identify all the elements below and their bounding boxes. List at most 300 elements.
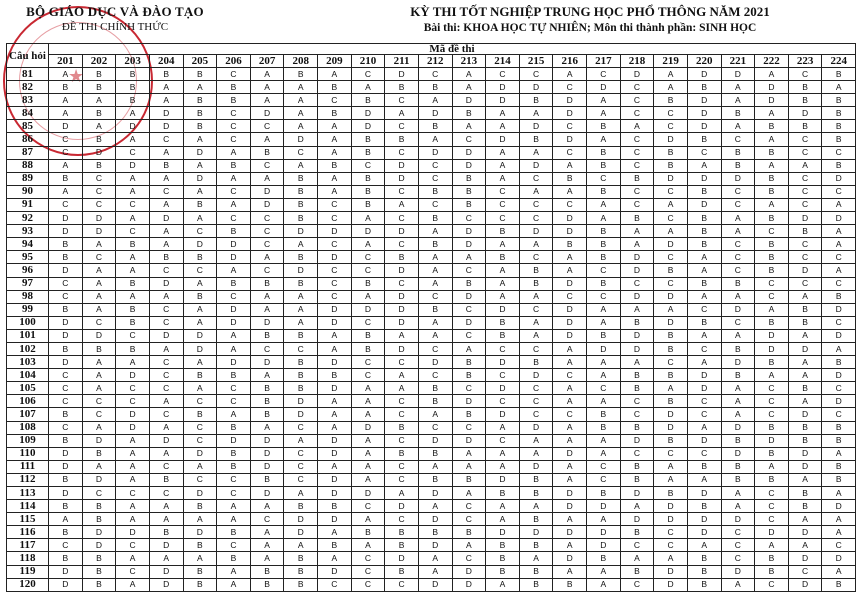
answer-cell: C (788, 185, 822, 198)
answer-cell: A (519, 107, 553, 120)
answer-cell: A (318, 526, 352, 539)
answer-cell: B (788, 81, 822, 94)
answer-cell: D (452, 94, 486, 107)
answer-cell: C (587, 290, 621, 303)
exam-code-header: 203 (116, 55, 150, 68)
answer-cell: B (318, 159, 352, 172)
answer-cell: C (385, 434, 419, 447)
question-number: 100 (7, 316, 49, 329)
answer-cell: D (318, 434, 352, 447)
answer-cell: B (217, 159, 251, 172)
answer-cell: C (519, 382, 553, 395)
answer-cell: A (587, 447, 621, 460)
answer-cell: A (82, 382, 116, 395)
answer-cell: C (654, 526, 688, 539)
answer-cell: C (318, 264, 352, 277)
answer-cell: B (116, 316, 150, 329)
answer-cell: B (822, 107, 856, 120)
answer-cell: C (351, 578, 385, 591)
answer-cell: D (82, 212, 116, 225)
question-number: 113 (7, 487, 49, 500)
answer-cell: D (418, 487, 452, 500)
answer-cell: A (385, 329, 419, 342)
answer-cell: B (687, 578, 721, 591)
answer-cell: A (351, 382, 385, 395)
answer-cell: D (49, 487, 83, 500)
answer-cell: B (82, 81, 116, 94)
answer-cell: C (183, 225, 217, 238)
answer-cell: C (687, 395, 721, 408)
answer-cell: B (49, 81, 83, 94)
answer-cell: B (318, 369, 352, 382)
question-header: Câu hỏi (7, 44, 49, 68)
answer-cell: D (217, 316, 251, 329)
answer-cell: D (553, 94, 587, 107)
answer-cell: C (721, 264, 755, 277)
answer-cell: A (519, 329, 553, 342)
answer-cell: D (486, 133, 520, 146)
answer-cell: C (217, 473, 251, 486)
answer-cell: B (687, 552, 721, 565)
answer-cell: D (183, 447, 217, 460)
answer-cell: A (385, 382, 419, 395)
answer-cell: D (418, 578, 452, 591)
answer-cell: A (284, 290, 318, 303)
answer-cell: D (755, 526, 789, 539)
answer-cell: A (587, 565, 621, 578)
answer-cell: C (755, 290, 789, 303)
answer-cell: A (755, 460, 789, 473)
answer-cell: A (755, 539, 789, 552)
answer-cell: D (418, 107, 452, 120)
answer-cell: A (149, 395, 183, 408)
answer-cell: A (721, 487, 755, 500)
answer-cell: C (587, 460, 621, 473)
table-row (7, 146, 856, 159)
question-number: 87 (7, 146, 49, 159)
answer-cell: C (822, 539, 856, 552)
answer-cell: B (250, 277, 284, 290)
exam-code-header: 215 (519, 55, 553, 68)
answer-cell: A (788, 369, 822, 382)
answer-cell: A (620, 552, 654, 565)
answer-cell: B (553, 238, 587, 251)
answer-cell: A (250, 290, 284, 303)
answer-cell: D (318, 303, 352, 316)
answer-cell: B (687, 225, 721, 238)
answer-cell: D (654, 238, 688, 251)
answer-cell: C (418, 198, 452, 211)
answer-cell: A (149, 94, 183, 107)
answer-cell: B (418, 395, 452, 408)
answer-cell: D (687, 120, 721, 133)
answer-cell: D (486, 303, 520, 316)
answer-cell: A (452, 251, 486, 264)
answer-cell: C (217, 487, 251, 500)
exam-code-header: 208 (284, 55, 318, 68)
answer-cell: D (284, 225, 318, 238)
answer-cell: A (418, 500, 452, 513)
answer-cell: A (82, 356, 116, 369)
answer-cell: A (587, 356, 621, 369)
answer-cell: B (620, 473, 654, 486)
answer-cell: D (721, 447, 755, 460)
table-row (7, 473, 856, 486)
answer-cell: C (721, 238, 755, 251)
answer-cell: C (452, 421, 486, 434)
answer-cell: C (116, 329, 150, 342)
answer-cell: B (788, 500, 822, 513)
answer-cell: A (82, 120, 116, 133)
answer-cell: A (149, 552, 183, 565)
answer-cell: D (788, 408, 822, 421)
answer-cell: D (318, 382, 352, 395)
answer-cell: C (788, 565, 822, 578)
answer-cell: C (553, 290, 587, 303)
answer-cell: A (755, 133, 789, 146)
answer-cell: C (82, 487, 116, 500)
answer-cell: A (587, 303, 621, 316)
answer-cell: D (351, 303, 385, 316)
answer-cell: C (284, 342, 318, 355)
answer-cell: A (183, 277, 217, 290)
table-row (7, 408, 856, 421)
answer-cell: A (553, 356, 587, 369)
answer-cell: C (788, 251, 822, 264)
answer-cell: C (385, 460, 419, 473)
answer-cell: D (620, 329, 654, 342)
question-number: 89 (7, 172, 49, 185)
answer-cell: D (385, 264, 419, 277)
answer-cell: A (116, 251, 150, 264)
answer-cell: D (654, 408, 688, 421)
answer-cell: B (284, 369, 318, 382)
answer-cell: B (318, 107, 352, 120)
answer-cell: D (788, 342, 822, 355)
answer-cell: A (284, 238, 318, 251)
answer-cell: D (116, 421, 150, 434)
question-number: 92 (7, 212, 49, 225)
answer-cell: B (49, 526, 83, 539)
answer-cell: C (149, 369, 183, 382)
answer-cell: B (116, 277, 150, 290)
answer-cell: D (250, 487, 284, 500)
answer-cell: B (82, 159, 116, 172)
answer-cell: A (620, 356, 654, 369)
answer-cell: A (149, 172, 183, 185)
answer-cell: C (82, 172, 116, 185)
answer-cell: C (351, 552, 385, 565)
answer-cell: C (452, 264, 486, 277)
answer-cell: D (553, 212, 587, 225)
answer-cell: C (822, 146, 856, 159)
answer-cell: A (149, 146, 183, 159)
answer-cell: C (587, 382, 621, 395)
answer-cell: D (250, 185, 284, 198)
answer-cell: D (788, 578, 822, 591)
answer-cell: D (351, 421, 385, 434)
question-number: 104 (7, 369, 49, 382)
answer-cell: B (385, 447, 419, 460)
answer-cell: B (284, 329, 318, 342)
answer-cell: B (385, 133, 419, 146)
exam-code-header: 220 (687, 55, 721, 68)
answer-cell: C (452, 329, 486, 342)
answer-cell: B (82, 133, 116, 146)
answer-cell: B (250, 473, 284, 486)
question-number: 93 (7, 225, 49, 238)
answer-cell: A (788, 513, 822, 526)
answer-cell: B (755, 238, 789, 251)
answer-cell: B (351, 172, 385, 185)
answer-cell: B (82, 565, 116, 578)
table-row (7, 225, 856, 238)
exam-code-header: 209 (318, 55, 352, 68)
ministry-name: BỘ GIÁO DỤC VÀ ĐÀO TẠO (26, 4, 204, 19)
answer-cell: B (486, 539, 520, 552)
answer-cell: B (49, 434, 83, 447)
answer-cell: B (822, 159, 856, 172)
answer-cell: B (452, 356, 486, 369)
answer-cell: D (418, 513, 452, 526)
question-number: 106 (7, 395, 49, 408)
answer-cell: B (116, 303, 150, 316)
answer-cell: D (687, 382, 721, 395)
answer-cell: D (183, 172, 217, 185)
answer-cell: C (250, 238, 284, 251)
answer-cell: B (822, 133, 856, 146)
question-number: 102 (7, 342, 49, 355)
table-row (7, 526, 856, 539)
question-number: 101 (7, 329, 49, 342)
answer-cell: B (183, 408, 217, 421)
answer-cell: B (519, 578, 553, 591)
answer-cell: C (822, 277, 856, 290)
table-row (7, 68, 856, 81)
answer-cell: D (49, 460, 83, 473)
answer-cell: C (250, 342, 284, 355)
answer-cell: B (217, 369, 251, 382)
answer-cell: B (788, 316, 822, 329)
answer-cell: D (452, 290, 486, 303)
answer-cell: D (687, 198, 721, 211)
answer-cell: A (149, 225, 183, 238)
table-row (7, 356, 856, 369)
answer-cell: A (822, 513, 856, 526)
answer-cell: D (721, 513, 755, 526)
answer-cell: A (149, 421, 183, 434)
exam-code-header: 205 (183, 55, 217, 68)
answer-cell: A (82, 460, 116, 473)
table-row (7, 277, 856, 290)
answer-cell: B (284, 198, 318, 211)
answer-cell: D (587, 81, 621, 94)
answer-cell: A (250, 81, 284, 94)
answer-cell: A (452, 447, 486, 460)
answer-cell: C (183, 473, 217, 486)
answer-cell: A (822, 526, 856, 539)
answer-cell: B (755, 552, 789, 565)
table-row (7, 290, 856, 303)
question-number: 97 (7, 277, 49, 290)
answer-cell: C (654, 107, 688, 120)
answer-cell: D (721, 421, 755, 434)
question-number: 88 (7, 159, 49, 172)
answer-cell: B (519, 356, 553, 369)
answer-cell: B (116, 68, 150, 81)
answer-cell: B (149, 251, 183, 264)
exam-code-header: 201 (49, 55, 83, 68)
answer-cell: D (217, 434, 251, 447)
answer-cell: A (587, 94, 621, 107)
answer-cell: B (385, 539, 419, 552)
answer-cell: A (351, 81, 385, 94)
answer-cell: C (519, 408, 553, 421)
question-number: 117 (7, 539, 49, 552)
answer-cell: C (553, 408, 587, 421)
answer-cell: B (217, 81, 251, 94)
answer-cell: B (486, 565, 520, 578)
answer-cell: B (82, 107, 116, 120)
answer-cell: A (217, 565, 251, 578)
answer-cell: A (250, 133, 284, 146)
answer-cell: D (183, 329, 217, 342)
answer-cell: D (149, 329, 183, 342)
answer-cell: C (654, 120, 688, 133)
answer-cell: B (49, 473, 83, 486)
answer-cell: B (822, 434, 856, 447)
answer-cell: B (822, 94, 856, 107)
answer-cell: C (149, 408, 183, 421)
answer-cell: B (183, 68, 217, 81)
answer-cell: B (183, 565, 217, 578)
answer-cell: A (418, 408, 452, 421)
answer-cell: A (217, 172, 251, 185)
answer-cell: C (385, 578, 419, 591)
answer-cell: C (385, 238, 419, 251)
answer-cell: C (149, 356, 183, 369)
answer-cell: B (755, 264, 789, 277)
answer-cell: B (587, 238, 621, 251)
question-number: 82 (7, 81, 49, 94)
answer-cell: A (250, 94, 284, 107)
answer-cell: B (788, 94, 822, 107)
answer-cell: A (822, 238, 856, 251)
answer-cell: A (318, 342, 352, 355)
answer-cell: D (553, 225, 587, 238)
table-row (7, 172, 856, 185)
answer-cell: A (217, 146, 251, 159)
answer-cell: A (486, 264, 520, 277)
answer-cell: D (822, 500, 856, 513)
question-number: 86 (7, 133, 49, 146)
answer-cell: D (250, 316, 284, 329)
answer-cell: A (418, 460, 452, 473)
answer-cell: C (284, 447, 318, 460)
answer-cell: D (519, 526, 553, 539)
answer-cell: D (519, 81, 553, 94)
answer-cell: A (822, 342, 856, 355)
answer-cell: C (620, 146, 654, 159)
answer-cell: B (755, 251, 789, 264)
answer-cell: D (553, 526, 587, 539)
answer-cell: D (721, 356, 755, 369)
answer-cell: D (755, 434, 789, 447)
answer-cell: B (721, 369, 755, 382)
answer-cell: D (284, 526, 318, 539)
answer-cell: A (318, 172, 352, 185)
answer-cell: D (82, 225, 116, 238)
answer-cell: C (519, 172, 553, 185)
answer-cell: D (822, 303, 856, 316)
answer-cell: A (452, 487, 486, 500)
answer-cell: C (486, 369, 520, 382)
answer-cell: A (486, 500, 520, 513)
table-row (7, 238, 856, 251)
answer-cell: B (721, 460, 755, 473)
answer-cell: B (385, 81, 419, 94)
answer-cell: B (486, 316, 520, 329)
answer-cell: A (149, 513, 183, 526)
answer-cell: A (82, 421, 116, 434)
answer-cell: C (116, 539, 150, 552)
question-number: 109 (7, 434, 49, 447)
answer-cell: D (418, 539, 452, 552)
answer-cell: B (351, 342, 385, 355)
answer-cell: B (788, 487, 822, 500)
answer-cell: B (755, 421, 789, 434)
answer-cell: A (318, 421, 352, 434)
answer-cell: C (654, 251, 688, 264)
answer-cell: B (418, 81, 452, 94)
answer-cell: D (553, 552, 587, 565)
answer-cell: C (486, 434, 520, 447)
answer-cell: B (654, 434, 688, 447)
answer-cell: C (788, 133, 822, 146)
answer-cell: A (82, 290, 116, 303)
answer-cell: B (587, 421, 621, 434)
answer-cell: B (755, 212, 789, 225)
answer-cell: C (452, 552, 486, 565)
answer-cell: B (82, 513, 116, 526)
answer-cell: A (519, 290, 553, 303)
answer-cell: C (82, 408, 116, 421)
answer-cell: C (755, 500, 789, 513)
answer-cell: B (351, 146, 385, 159)
answer-cell: B (82, 552, 116, 565)
answer-cell: B (250, 408, 284, 421)
exam-subtitle: Bài thi: KHOA HỌC TỰ NHIÊN; Môn thi thành phần: SINH HỌC (423, 22, 757, 34)
answer-cell: A (486, 421, 520, 434)
question-number: 119 (7, 565, 49, 578)
answer-cell: C (217, 68, 251, 81)
answer-cell: D (149, 107, 183, 120)
answer-cell: A (351, 460, 385, 473)
answer-rows (7, 68, 856, 592)
answer-cell: A (351, 238, 385, 251)
answer-cell: B (654, 94, 688, 107)
answer-cell: D (351, 487, 385, 500)
answer-cell: A (486, 578, 520, 591)
answer-cell: D (486, 526, 520, 539)
exam-code-header: 214 (486, 55, 520, 68)
answer-cell: B (385, 565, 419, 578)
answer-cell: C (654, 185, 688, 198)
answer-cell: A (351, 513, 385, 526)
answer-cell: A (116, 500, 150, 513)
answer-cell: C (318, 290, 352, 303)
answer-cell: D (318, 225, 352, 238)
